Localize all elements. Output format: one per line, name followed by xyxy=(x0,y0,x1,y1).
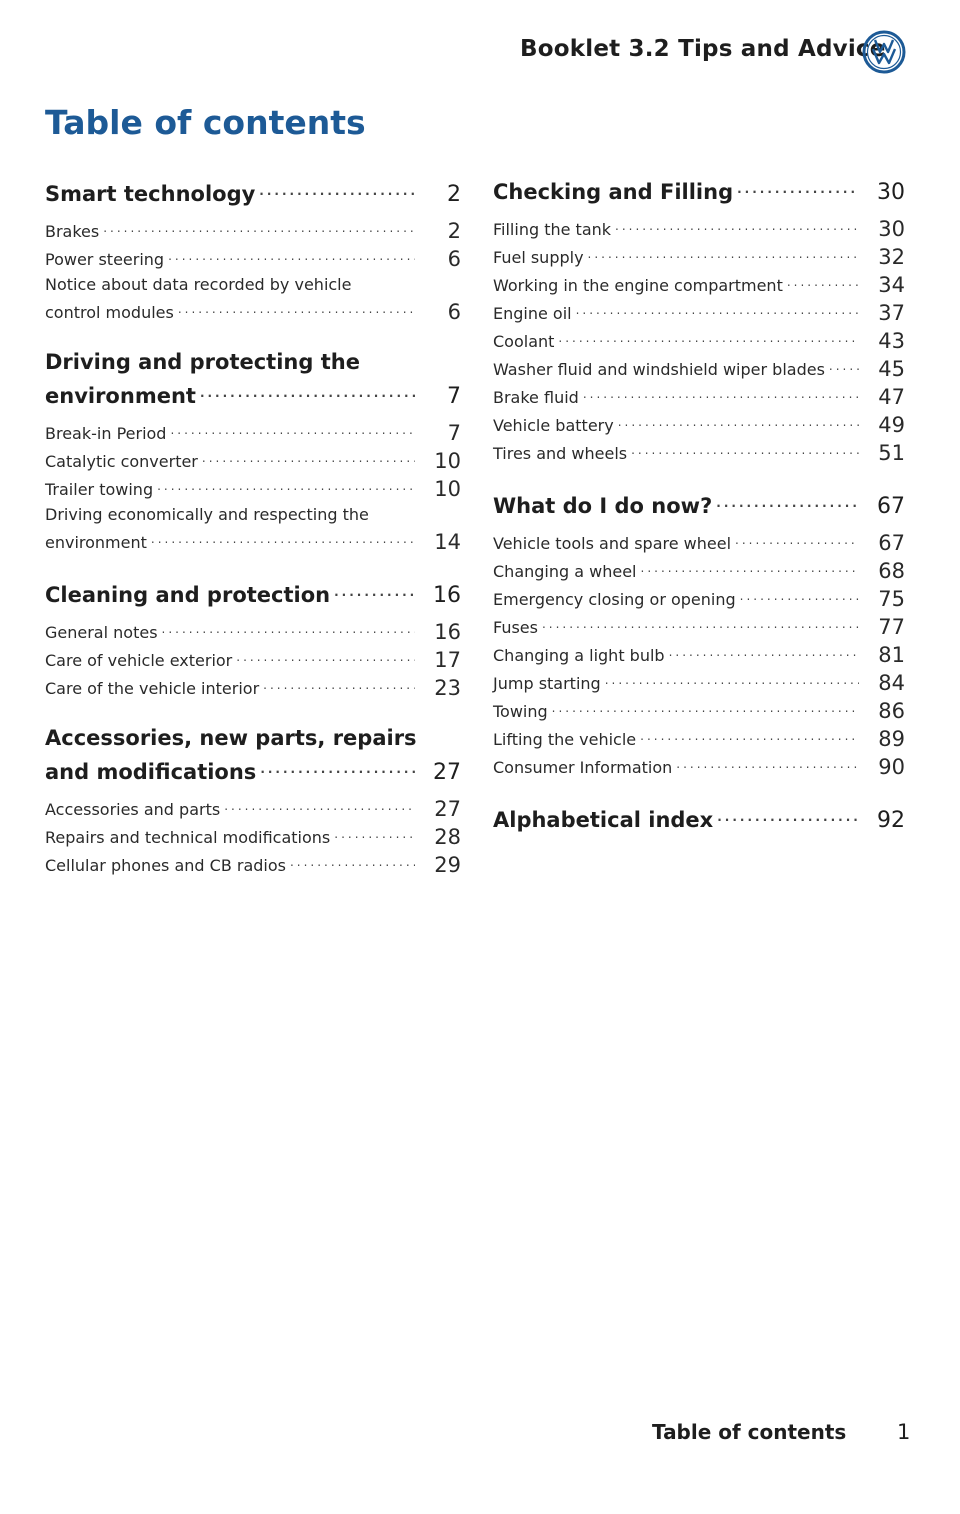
dot-leader xyxy=(740,584,859,609)
toc-section-title-line: Driving and protecting the xyxy=(45,350,360,374)
toc-entry-label: Changing a light bulb xyxy=(493,646,665,665)
toc-section-title: Checking and Filling xyxy=(493,180,734,204)
dot-leader xyxy=(829,354,859,379)
footer-page-number: 1 xyxy=(897,1420,911,1444)
dot-leader xyxy=(787,270,859,295)
toc-entry-page: 32 xyxy=(878,245,905,269)
toc-entry-page: 23 xyxy=(434,676,461,700)
toc-entry[interactable] xyxy=(45,297,461,325)
toc-section-page: 27 xyxy=(433,760,461,785)
toc-entry-label: Towing xyxy=(493,702,548,721)
toc-entry[interactable] xyxy=(45,474,461,502)
toc-entry[interactable] xyxy=(45,673,461,701)
toc-entry-label: Brake fluid xyxy=(493,388,579,407)
toc-entry-label: Jump starting xyxy=(493,674,601,693)
toc-entry[interactable] xyxy=(493,298,905,326)
toc-entry[interactable] xyxy=(45,850,461,878)
toc-entry-page: 16 xyxy=(434,620,461,644)
toc-section xyxy=(45,347,461,555)
toc-entry[interactable] xyxy=(45,244,461,272)
toc-entry-label: Brakes xyxy=(45,222,100,241)
toc-entry-page: 10 xyxy=(434,477,461,501)
dot-leader xyxy=(334,577,415,608)
toc-entry[interactable] xyxy=(45,446,461,474)
toc-section-heading[interactable] xyxy=(493,174,905,208)
dot-leader xyxy=(263,673,415,698)
toc-entry-page: 68 xyxy=(878,559,905,583)
toc-left-column xyxy=(45,176,461,900)
toc-entry[interactable] xyxy=(493,752,905,780)
dot-leader xyxy=(737,174,859,205)
toc-entry-label: Trailer towing xyxy=(45,480,154,499)
dot-leader xyxy=(200,378,415,409)
toc-section-heading[interactable] xyxy=(45,577,461,611)
toc-entry[interactable] xyxy=(493,214,905,242)
toc-entry[interactable] xyxy=(493,612,905,640)
toc-section-title: environment xyxy=(45,384,196,408)
dot-leader xyxy=(103,216,415,241)
toc-section-heading[interactable] xyxy=(493,488,905,522)
dot-leader xyxy=(178,297,415,322)
dot-leader xyxy=(290,850,415,875)
toc-entry-label: Filling the tank xyxy=(493,220,612,239)
toc-section-page: 2 xyxy=(447,182,461,207)
dot-leader xyxy=(202,446,415,471)
toc-section-page: 92 xyxy=(877,808,905,833)
toc-entry-page: 49 xyxy=(878,413,905,437)
toc-entry-label: Fuel supply xyxy=(493,248,584,267)
dot-leader xyxy=(552,696,859,721)
toc-section xyxy=(45,723,461,878)
toc-entry[interactable] xyxy=(45,527,461,555)
toc-entry-page: 28 xyxy=(434,825,461,849)
dot-leader xyxy=(640,724,859,749)
toc-entry-page: 67 xyxy=(878,531,905,555)
dot-leader xyxy=(334,822,415,847)
toc-entry[interactable] xyxy=(493,438,905,466)
toc-section-heading[interactable] xyxy=(45,176,461,210)
toc-entry-label: Coolant xyxy=(493,332,555,351)
toc-entry[interactable] xyxy=(45,822,461,850)
toc-entry[interactable] xyxy=(493,354,905,382)
dot-leader xyxy=(631,438,859,463)
dot-leader xyxy=(542,612,859,637)
toc-entry-page: 77 xyxy=(878,615,905,639)
toc-entry-page: 6 xyxy=(447,300,461,324)
toc-entry-label: Engine oil xyxy=(493,304,572,323)
toc-entry-page: 27 xyxy=(434,797,461,821)
toc-section-heading[interactable] xyxy=(493,802,905,836)
toc-right-column xyxy=(493,174,905,858)
toc-entry[interactable] xyxy=(493,382,905,410)
toc-entry-label: Care of vehicle exterior xyxy=(45,651,233,670)
toc-entry[interactable] xyxy=(493,640,905,668)
toc-entry-page: 86 xyxy=(878,699,905,723)
toc-section-title: Smart technology xyxy=(45,182,256,206)
toc-entry[interactable] xyxy=(493,724,905,752)
toc-entry-label: Tires and wheels xyxy=(493,444,628,463)
toc-section-page: 7 xyxy=(447,384,461,409)
toc-entry[interactable] xyxy=(493,242,905,270)
dot-leader xyxy=(151,527,415,552)
toc-entry[interactable] xyxy=(493,326,905,354)
toc-section xyxy=(493,488,905,780)
dot-leader xyxy=(558,326,859,351)
toc-entry[interactable] xyxy=(45,617,461,645)
toc-entry-label: control modules xyxy=(45,303,174,322)
toc-entry[interactable] xyxy=(45,794,461,822)
toc-entry-page: 47 xyxy=(878,385,905,409)
toc-entry-label: Consumer Information xyxy=(493,758,673,777)
dot-leader xyxy=(162,617,415,642)
toc-entry[interactable] xyxy=(493,584,905,612)
toc-section xyxy=(45,176,461,325)
booklet-header: Booklet 3.2 Tips and Advice xyxy=(520,36,886,62)
toc-entry-label: Vehicle tools and spare wheel xyxy=(493,534,732,553)
dot-leader xyxy=(588,242,859,267)
toc-entry-line: Driving economically and respecting the xyxy=(45,505,369,524)
toc-entry-page: 75 xyxy=(878,587,905,611)
toc-entry-page: 30 xyxy=(878,217,905,241)
toc-entry-page: 45 xyxy=(878,357,905,381)
toc-entry[interactable] xyxy=(45,216,461,244)
toc-entry-label: Washer fluid and windshield wiper blades xyxy=(493,360,825,379)
toc-entry-line: Notice about data recorded by vehicle xyxy=(45,275,352,294)
dot-leader xyxy=(576,298,859,323)
toc-entry-label: General notes xyxy=(45,623,158,642)
dot-leader xyxy=(641,556,860,581)
dot-leader xyxy=(157,474,415,499)
vw-logo-icon xyxy=(862,30,906,74)
dot-leader xyxy=(259,176,415,207)
toc-entry-label: Lifting the vehicle xyxy=(493,730,637,749)
dot-leader xyxy=(717,802,859,833)
toc-entry-page: 6 xyxy=(447,247,461,271)
toc-entry[interactable] xyxy=(493,270,905,298)
toc-entry-page: 37 xyxy=(878,301,905,325)
toc-entry-label: Catalytic converter xyxy=(45,452,198,471)
toc-entry-label: Fuses xyxy=(493,618,538,637)
toc-entry-label: Power steering xyxy=(45,250,165,269)
toc-entry-page: 29 xyxy=(434,853,461,877)
toc-entry-page: 84 xyxy=(878,671,905,695)
toc-section-page: 30 xyxy=(877,180,905,205)
dot-leader xyxy=(615,214,859,239)
dot-leader xyxy=(605,668,859,693)
toc-section-title-line: Accessories, new parts, repairs xyxy=(45,726,417,750)
toc-entry-page: 89 xyxy=(878,727,905,751)
dot-leader xyxy=(716,488,859,519)
toc-section-title: and modifications xyxy=(45,760,257,784)
toc-entry-label: environment xyxy=(45,533,147,552)
dot-leader xyxy=(260,754,415,785)
toc-entry[interactable] xyxy=(493,668,905,696)
toc-section-title: Alphabetical index xyxy=(493,808,714,832)
toc-entry[interactable] xyxy=(493,410,905,438)
dot-leader xyxy=(583,382,859,407)
toc-section-heading[interactable] xyxy=(45,378,461,412)
toc-entry-label: Vehicle battery xyxy=(493,416,614,435)
toc-section xyxy=(493,174,905,466)
toc-section-title: Cleaning and protection xyxy=(45,583,331,607)
toc-entry-label: Care of the vehicle interior xyxy=(45,679,260,698)
toc-entry-page: 10 xyxy=(434,449,461,473)
toc-entry-label: Emergency closing or opening xyxy=(493,590,736,609)
toc-entry-page: 7 xyxy=(447,421,461,445)
toc-entry-page: 81 xyxy=(878,643,905,667)
toc-section-page: 67 xyxy=(877,494,905,519)
page-title: Table of contents xyxy=(45,103,366,142)
dot-leader xyxy=(618,410,859,435)
dot-leader xyxy=(170,418,415,443)
toc-entry[interactable] xyxy=(493,696,905,724)
dot-leader xyxy=(168,244,415,269)
toc-entry[interactable] xyxy=(493,528,905,556)
toc-section xyxy=(493,802,905,836)
dot-leader xyxy=(224,794,415,819)
toc-entry-page: 43 xyxy=(878,329,905,353)
toc-section-title: What do I do now? xyxy=(493,494,713,518)
toc-entry-page: 2 xyxy=(447,219,461,243)
toc-entry-label: Working in the engine compartment xyxy=(493,276,783,295)
toc-entry-page: 90 xyxy=(878,755,905,779)
toc-entry-label: Accessories and parts xyxy=(45,800,221,819)
toc-entry-label: Changing a wheel xyxy=(493,562,637,581)
toc-section-heading[interactable] xyxy=(45,754,461,788)
toc-entry-label: Cellular phones and CB radios xyxy=(45,856,286,875)
toc-section-page: 16 xyxy=(433,583,461,608)
toc-entry-page: 51 xyxy=(878,441,905,465)
toc-entry-label: Repairs and technical modifications xyxy=(45,828,331,847)
toc-entry-page: 34 xyxy=(878,273,905,297)
toc-entry-page: 14 xyxy=(434,530,461,554)
toc-entry-label: Break-in Period xyxy=(45,424,167,443)
toc-entry[interactable] xyxy=(493,556,905,584)
toc-entry[interactable] xyxy=(45,645,461,673)
dot-leader xyxy=(676,752,859,777)
dot-leader xyxy=(236,645,415,670)
footer-label: Table of contents xyxy=(652,1420,847,1444)
dot-leader xyxy=(735,528,859,553)
toc-entry-page: 17 xyxy=(434,648,461,672)
toc-section xyxy=(45,577,461,701)
dot-leader xyxy=(669,640,859,665)
toc-entry[interactable] xyxy=(45,418,461,446)
